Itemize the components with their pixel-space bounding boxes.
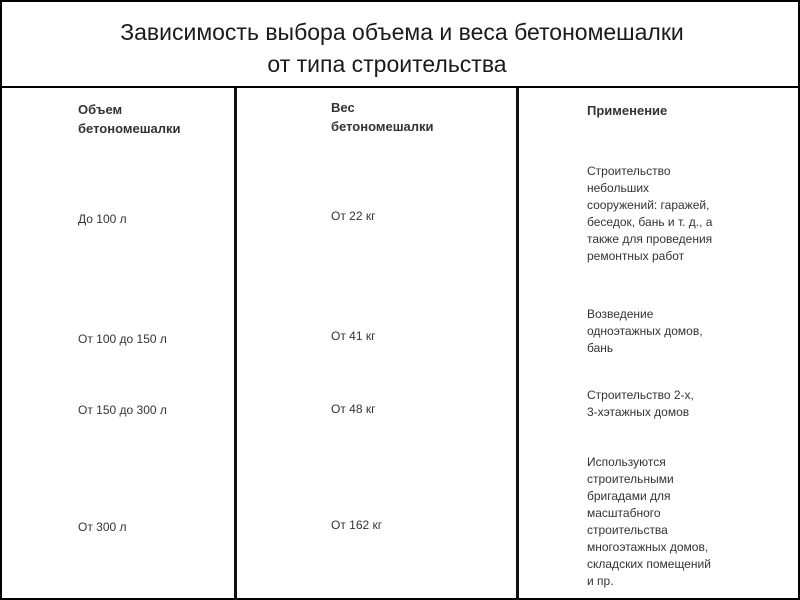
row-2-application-line: одноэтажных домов, [587,324,703,338]
header-volume [78,100,181,138]
row-4-application-line: многоэтажных домов, [587,540,709,554]
row-1-application [587,163,747,265]
header-application: Применение [587,103,668,118]
row-1-application-line: небольших [587,181,650,195]
row-4-application-line: и пр. [587,574,614,588]
row-4-application-line: Используются [587,455,666,469]
header-volume-line-2: бетономешалки [78,121,181,136]
row-3-application-line: 3-хэтажных домов [587,405,690,419]
title-line-1: Зависимость выбора объема и веса бетономешалки [120,19,684,45]
row-3-weight: От 48 кг [331,402,376,416]
header-weight-line-1: Вес [331,100,355,115]
row-4-volume: От 300 л [78,520,127,534]
row-1-application-line: Строительство [587,164,671,178]
row-4-application-line: бригадами для [587,489,671,503]
row-2-application [587,306,747,357]
row-4-application-line: складских помещений [587,557,711,571]
row-1-volume: До 100 л [78,212,127,226]
row-1-weight: От 22 кг [331,209,376,223]
row-1-application-line: сооружений: гаражей, [587,198,710,212]
row-4-weight: От 162 кг [331,518,383,532]
row-1-application-line: также для проведения [587,232,713,246]
row-2-application-line: бань [587,341,614,355]
row-3-application-line: Строительство 2-х, [587,388,694,402]
column-divider-1 [234,88,237,600]
row-2-volume: От 100 до 150 л [78,332,167,346]
row-4-application-line: строительства [587,523,668,537]
title-divider [0,86,800,88]
row-1-application-line: беседок, бань и т. д., а [587,215,713,229]
row-2-application-line: Возведение [587,307,654,321]
row-4-application-line: масштабного [587,506,661,520]
row-3-volume: От 150 до 300 л [78,403,167,417]
title-line-2: от типа строительства [267,51,507,77]
row-2-weight: От 41 кг [331,329,376,343]
row-3-application [587,387,747,421]
row-1-application-line: ремонтных работ [587,249,685,263]
row-4-application [587,454,747,590]
column-divider-2 [516,88,519,600]
row-4-application-line: строительными [587,472,674,486]
page-title [4,4,800,88]
header-weight [331,98,434,136]
header-weight-line-2: бетономешалки [331,119,434,134]
header-volume-line-1: Объем [78,102,123,117]
